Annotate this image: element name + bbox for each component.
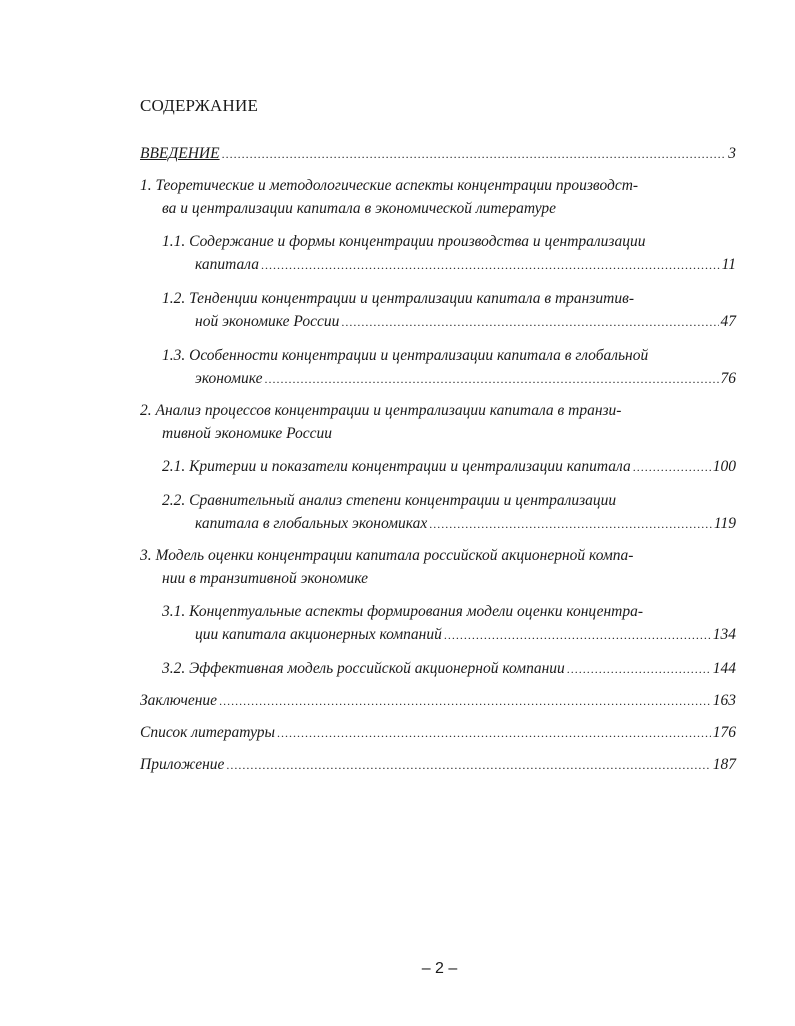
toc-page-number: 11 xyxy=(721,256,736,273)
toc-entry-label: Приложение xyxy=(140,756,225,773)
dot-leader xyxy=(341,311,718,334)
toc-entry-label: 1.2. Тенденции концентрации и централизации капитала в транзитив- xyxy=(162,290,634,307)
toc-page-number: 134 xyxy=(712,626,736,643)
toc-entry-label-continued: тивной экономике России xyxy=(162,425,333,442)
toc-page-number: 187 xyxy=(712,756,736,773)
dot-leader xyxy=(222,143,724,166)
toc-entry-chapter-3[interactable] xyxy=(140,544,736,590)
toc-entry-appendix[interactable] xyxy=(140,753,736,777)
toc-entry-chapter-2[interactable] xyxy=(140,399,736,445)
toc-entry-label: 3.2. Эффективная модель российской акционерной компании xyxy=(162,660,565,677)
toc-entry-label-continued: капитала xyxy=(195,256,259,273)
toc-entry-section-3-2[interactable] xyxy=(162,657,736,681)
dot-leader xyxy=(429,513,712,536)
toc-entry-chapter-1[interactable] xyxy=(140,174,736,220)
toc-entry-label: Заключение xyxy=(140,692,218,709)
toc-entry-label: 1.3. Особенности концентрации и централизации капитала в глобальной xyxy=(162,347,649,364)
toc-page-number: 3 xyxy=(728,145,736,162)
toc-page-number: 119 xyxy=(713,515,736,532)
dot-leader xyxy=(226,754,710,777)
toc-page-number: 47 xyxy=(720,313,736,330)
toc-entry-label: 1.1. Содержание и формы концентрации производства и централизации xyxy=(162,233,646,250)
toc-page-number: 163 xyxy=(712,692,736,709)
toc-entry-section-1-3[interactable] xyxy=(162,344,736,391)
dot-leader xyxy=(277,722,711,745)
toc-entry-label-continued: ва и централизации капитала в экономической литературе xyxy=(162,200,557,217)
toc-entry-references[interactable] xyxy=(140,721,736,745)
toc-entry-label-continued: ной экономике России xyxy=(195,313,340,330)
toc-entry-section-2-1[interactable] xyxy=(162,455,736,479)
toc-entry-label-continued: нии в транзитивной экономике xyxy=(162,570,369,587)
dot-leader xyxy=(444,624,711,647)
toc-entry-label-continued: экономике xyxy=(195,370,263,387)
toc-entry-label: 2.2. Сравнительный анализ степени концентрации и централизации xyxy=(162,492,617,509)
dot-leader xyxy=(261,254,720,277)
toc-entry-section-1-2[interactable] xyxy=(162,287,736,334)
table-of-contents xyxy=(140,142,736,777)
toc-entry-label: 3.1. Концептуальные аспекты формирования модели оценки концентра- xyxy=(162,603,643,620)
dot-leader xyxy=(567,658,711,681)
toc-entry-label: Список литературы xyxy=(140,724,276,741)
toc-entry-section-1-1[interactable] xyxy=(162,230,736,277)
toc-entry-section-3-1[interactable] xyxy=(162,600,736,647)
dot-leader xyxy=(264,368,718,391)
page-number: – 2 – xyxy=(421,960,458,977)
dot-leader xyxy=(633,456,711,479)
toc-entry-label: ВВЕДЕНИЕ xyxy=(140,145,220,162)
toc-entry-label: 1. Теоретические и методологические аспекты концентрации производст- xyxy=(140,177,639,194)
toc-entry-label-continued: ции капитала акционерных компаний xyxy=(195,626,442,643)
toc-entry-intro[interactable] xyxy=(140,142,736,166)
toc-entry-conclusion[interactable] xyxy=(140,689,736,713)
toc-entry-label-continued: капитала в глобальных экономиках xyxy=(195,515,428,532)
toc-page-number: 144 xyxy=(712,660,736,677)
toc-entry-label: 2.1. Критерии и показатели концентрации и централизации капитала xyxy=(162,458,631,475)
dot-leader xyxy=(219,690,711,713)
toc-entry-label: 3. Модель оценки концентрации капитала российской акционерной компа- xyxy=(140,547,634,564)
toc-page-number: 100 xyxy=(712,458,736,475)
toc-page-number: 176 xyxy=(712,724,736,741)
toc-page-number: 76 xyxy=(720,370,736,387)
toc-entry-label: 2. Анализ процессов концентрации и централизации капитала в транзи- xyxy=(140,402,622,419)
toc-title: СОДЕРЖАНИЕ xyxy=(140,96,259,115)
toc-entry-section-2-2[interactable] xyxy=(162,489,736,536)
